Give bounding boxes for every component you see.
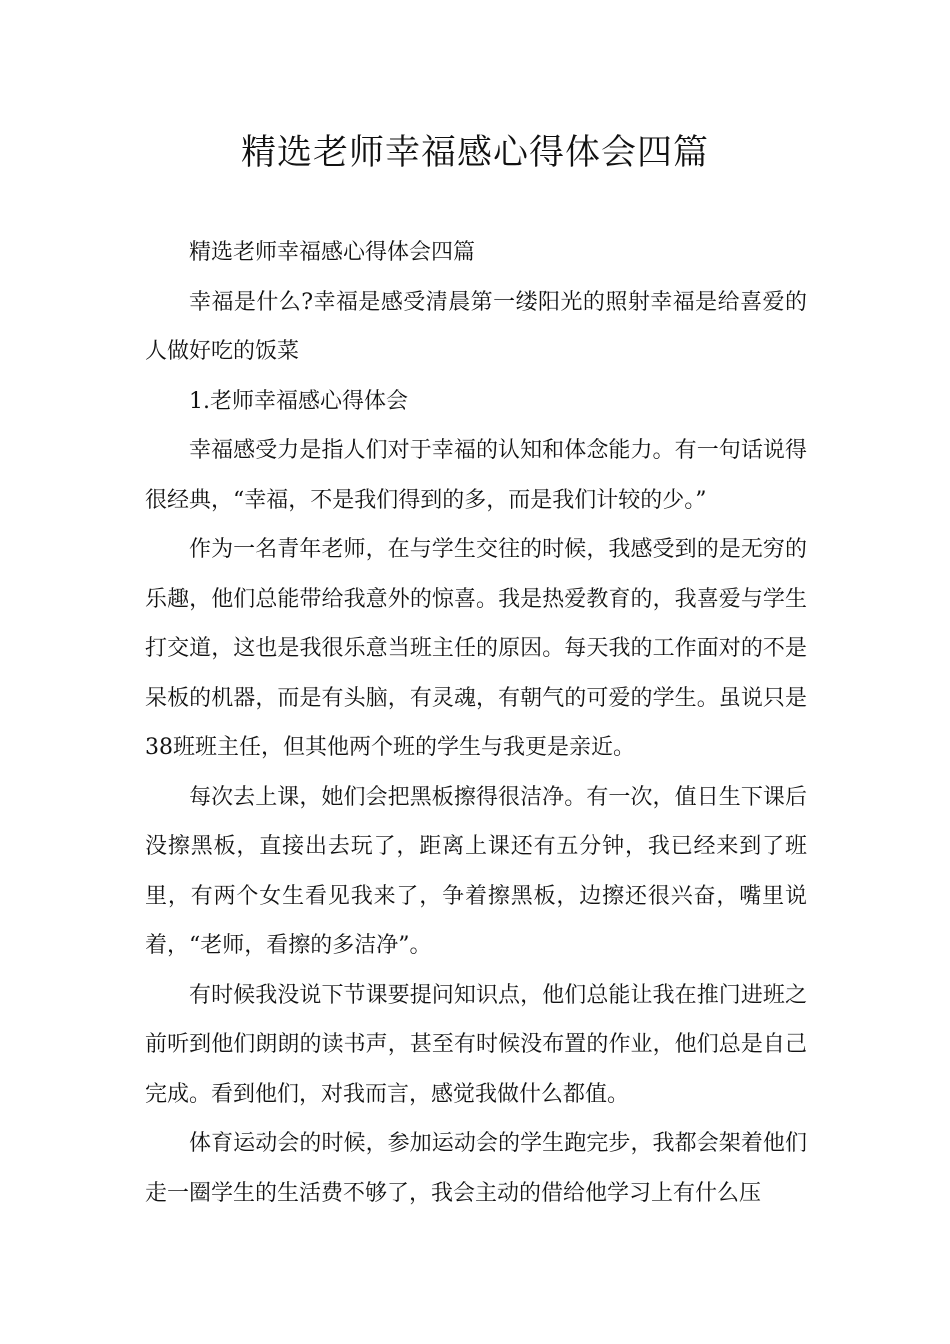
paragraph: 每次去上课，她们会把黑板擦得很洁净。有一次，值日生下课后没擦黑板，直接出去玩了，距离上课还有五分钟，我已经来到了班里，有两个女生看见我来了，争着擦黑板，边擦还很兴奋，嘴里说着，“老师，看擦的多洁净”。 [145, 784, 807, 958]
document-title: 精选老师幸福感心得体会四篇 [240, 133, 709, 173]
paragraph: 有时候我没说下节课要提问知识点，他们总能让我在推门进班之前听到他们朗朗的读书声，甚至有时候没布置的作业，他们总是自己完成。看到他们，对我而言，感觉我做什么都值。 [145, 982, 807, 1107]
document-body [145, 228, 807, 1218]
section-heading: 1.老师幸福感心得体会 [189, 388, 408, 414]
paragraph-intro: 幸福是什么?幸福是感受清晨第一缕阳光的照射幸福是给喜爱的人做好吃的饭菜 [145, 289, 807, 364]
paragraph: 体育运动会的时候，参加运动会的学生跑完步，我都会架着他们走一圈学生的生活费不够了，我会主动的借给他学习上有什么压 [145, 1131, 807, 1206]
paragraph: 作为一名青年老师，在与学生交往的时候，我感受到的是无穷的乐趣，他们总能带给我意外的惊喜。我是热爱教育的，我喜爱与学生打交道，这也是我很乐意当班主任的原因。每天我的工作面对的不是呆板的机器，而是有头脑，有灵魂，有朝气的可爱的学生。虽说只是38班班主任，但其他两个班的学生与我更是亲近。 [145, 537, 807, 760]
paragraph-subtitle: 精选老师幸福感心得体会四篇 [189, 240, 476, 265]
paragraph: 幸福感受力是指人们对于幸福的认知和体念能力。有一句话说得很经典，“幸福，不是我们得到的多，而是我们计较的少。” [145, 438, 807, 513]
